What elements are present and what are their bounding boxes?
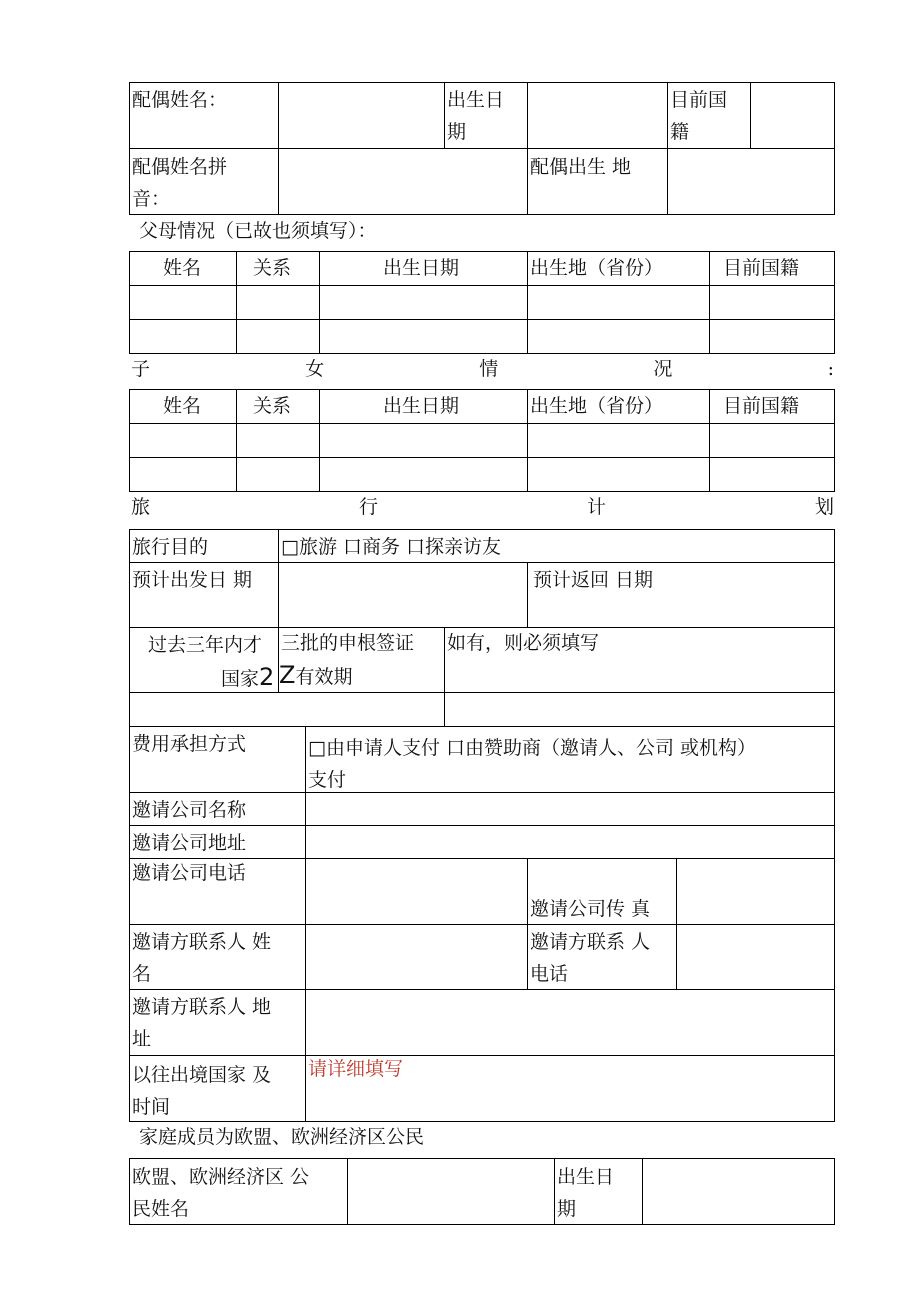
inviter-company-phone-field[interactable]	[306, 859, 527, 924]
inviter-contact-name-label: 邀请方联系人 姓	[132, 931, 272, 953]
parents-header-name: 姓名	[163, 257, 202, 279]
eu-dob-label: 出生日	[557, 1166, 615, 1188]
schengen-label-2-text: 国家	[221, 668, 260, 690]
travel-heading	[131, 491, 834, 523]
spouse-name-label: 配偶姓名：	[132, 89, 228, 111]
parents-row-2[interactable]	[130, 320, 834, 353]
children-row-2[interactable]	[130, 458, 834, 491]
spouse-pinyin-field[interactable]	[279, 149, 527, 214]
travel-heading-char: 划	[814, 496, 834, 518]
inviter-company-address-label: 邀请公司地址	[132, 832, 247, 854]
parents-header-nationality: 目前国籍	[723, 257, 800, 279]
schengen-row-field[interactable]	[130, 693, 444, 726]
previous-travel-hint: 请详细填写	[308, 1058, 404, 1080]
cost-options[interactable]: □由申请人支付 口由赞助商（邀请人、公司 或机构）	[308, 737, 757, 759]
schengen-validity-prefix: Z	[279, 661, 296, 689]
return-date-field[interactable]	[528, 596, 834, 627]
spouse-dob-label-2: 期	[447, 121, 467, 143]
spouse-name-field[interactable]	[279, 83, 444, 148]
travel-heading-char: 旅	[131, 496, 151, 518]
inviter-contact-phone-field[interactable]	[677, 925, 834, 989]
previous-travel-label: 以往出境国家 及	[132, 1064, 272, 1086]
inviter-company-name-label: 邀请公司名称	[132, 799, 247, 821]
cost-label: 费用承担方式	[132, 733, 247, 755]
inviter-company-address-field[interactable]	[306, 826, 834, 858]
previous-travel-field[interactable]	[306, 1086, 834, 1121]
eu-dob-label-2: 期	[557, 1198, 577, 1220]
inviter-contact-address-field[interactable]	[306, 990, 834, 1055]
departure-date-field[interactable]	[279, 563, 527, 627]
inviter-contact-phone-label: 邀请方联系 人	[530, 931, 651, 953]
purpose-options[interactable]: □旅游 口商务 口探亲访友	[281, 536, 502, 558]
children-heading	[131, 353, 834, 385]
schengen-validity-label	[279, 659, 352, 693]
cost-options-2: 支付	[308, 769, 347, 791]
parents-row-1[interactable]	[130, 286, 834, 319]
schengen-note: 如有，则必须填写	[447, 632, 600, 654]
travel-heading-char: 行	[358, 496, 378, 518]
previous-travel-label-2: 时间	[132, 1096, 171, 1118]
children-header-name: 姓名	[163, 395, 202, 417]
purpose-label: 旅行目的	[132, 536, 209, 558]
inviter-contact-name-label-2: 名	[132, 963, 152, 985]
schengen-visa-label: 三批的申根签证	[281, 632, 415, 654]
children-row-1[interactable]	[130, 424, 834, 457]
inviter-contact-name-field[interactable]	[306, 925, 527, 989]
parents-header-relation: 关系	[253, 257, 292, 279]
departure-date-label: 预计出发日 期	[132, 569, 253, 591]
spouse-dob-field[interactable]	[528, 83, 667, 148]
children-header-dob: 出生日期	[383, 395, 460, 417]
inviter-company-name-field[interactable]	[306, 793, 834, 825]
travel-heading-char: 计	[586, 496, 606, 518]
spouse-birthplace-label: 配偶出生 地	[530, 156, 632, 178]
return-date-label: 预计返回 日期	[533, 569, 654, 591]
schengen-validity-text: 有效期	[295, 666, 353, 688]
spouse-dob-label: 出生日	[447, 89, 505, 111]
children-header-nationality: 目前国籍	[723, 395, 800, 417]
eu-dob-field[interactable]	[643, 1159, 834, 1224]
eu-name-label-2: 民姓名	[132, 1198, 190, 1220]
spouse-pinyin-label-2: 音：	[132, 188, 171, 210]
spouse-pinyin-label: 配偶姓名拼	[132, 156, 228, 178]
children-header-birthplace: 出生地（省份）	[530, 395, 664, 417]
spouse-nationality-field[interactable]	[751, 83, 834, 148]
schengen-label: 过去三年内才	[148, 634, 263, 656]
parents-header-birthplace: 出生地（省份）	[530, 257, 664, 279]
spouse-birthplace-field[interactable]	[668, 149, 834, 214]
inviter-company-fax-label: 邀请公司传 真	[530, 898, 651, 920]
eu-heading: 家庭成员为欧盟、欧洲经济区公民	[139, 1126, 425, 1148]
eu-name-field[interactable]	[348, 1159, 554, 1224]
children-heading-char: 子	[131, 358, 151, 380]
parents-heading: 父母情况（已故也须填写）：	[139, 220, 377, 242]
children-heading-char: 情	[479, 358, 499, 380]
children-heading-char: 女	[305, 358, 325, 380]
inviter-company-phone-label: 邀请公司电话	[132, 862, 247, 884]
children-heading-char: 况	[653, 358, 673, 380]
inviter-contact-address-label-2: 址	[132, 1028, 152, 1050]
eu-name-label: 欧盟、欧洲经济区 公	[132, 1166, 310, 1188]
parents-header-dob: 出生日期	[383, 257, 460, 279]
spouse-nationality-label: 目前国	[670, 89, 728, 111]
children-header-relation: 关系	[253, 395, 292, 417]
children-heading-char: :	[827, 358, 834, 380]
schengen-label-2	[221, 661, 274, 695]
inviter-contact-address-label: 邀请方联系人 地	[132, 996, 272, 1018]
schengen-visa-field[interactable]	[445, 659, 834, 726]
spouse-nationality-label-2: 籍	[670, 121, 690, 143]
inviter-contact-phone-label-2: 电话	[530, 963, 569, 985]
schengen-label-2-suffix: 2	[259, 663, 275, 691]
inviter-company-fax-field[interactable]	[677, 859, 834, 924]
